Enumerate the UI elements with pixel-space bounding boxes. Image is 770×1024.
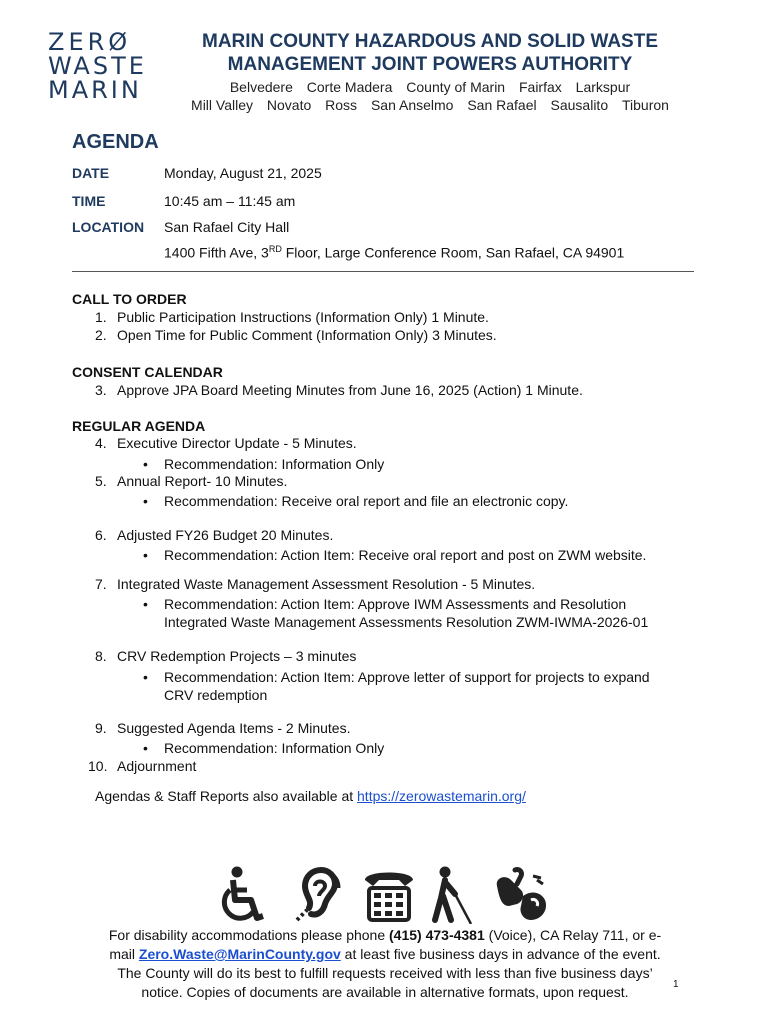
logo-line-marin: MARIN <box>48 76 142 104</box>
section-regular-agenda: REGULAR AGENDA <box>72 418 206 434</box>
time-value: 10:45 am – 11:45 am <box>164 193 296 209</box>
item-text: Adjournment <box>117 758 197 774</box>
notice-line-4: notice. Copies of documents are available in alternative formats, upon request. <box>141 984 629 1000</box>
member: Sausalito <box>550 97 609 113</box>
recommendation-text: Recommendation: Receive oral report and file an electronic copy. <box>164 493 569 509</box>
wheelchair-icon <box>217 866 267 924</box>
member: Belvedere <box>229 79 293 95</box>
accessibility-notice <box>60 926 710 1002</box>
member-jurisdictions <box>170 78 690 114</box>
agenda-item-2 <box>95 327 497 343</box>
agenda-item-8 <box>95 648 356 664</box>
notice-text: at least five business days in advance of the event. <box>340 946 661 962</box>
agenda-item-7 <box>95 576 535 592</box>
recommendation-text-cont: Integrated Waste Management Assessments Resolution ZWM-IWMA-2026-01 <box>164 614 649 630</box>
section-call-to-order: CALL TO ORDER <box>72 291 187 307</box>
agenda-heading: AGENDA <box>72 131 159 153</box>
divider <box>72 271 694 272</box>
logo-line-waste: WASTE <box>48 52 147 80</box>
notice-text: (Voice), CA Relay 711, or e- <box>484 927 662 943</box>
item-text: CRV Redemption Projects – 3 minutes <box>117 648 357 664</box>
recommendation-text: Recommendation: Action Item: Receive oral report and post on ZWM website. <box>164 547 647 563</box>
agenda-item-10 <box>88 758 196 774</box>
bullet: • <box>143 456 148 472</box>
notice-text: For disability accommodations please phone <box>108 927 390 943</box>
member: Mill Valley <box>191 97 254 113</box>
recommendation-text-cont: CRV redemption <box>164 687 268 703</box>
item-number: 8. <box>95 648 107 664</box>
address-end: Floor, Large Conference Room, San Rafael, CA 94901 <box>281 244 625 261</box>
member: Tiburon <box>622 97 669 113</box>
recommendation-5 <box>143 492 568 510</box>
recommendation-8 <box>143 668 650 704</box>
agenda-item-3 <box>95 382 583 398</box>
title-line-1: MARIN COUNTY HAZARDOUS AND SOLID WASTE <box>202 31 658 52</box>
item-number: 1. <box>95 309 107 325</box>
item-text: Annual Report- 10 Minutes. <box>117 473 288 489</box>
notice-line-3: The County will do its best to fulfill requests received with less than five business days’ <box>117 965 653 981</box>
recommendation-6 <box>143 546 646 564</box>
member: Corte Madera <box>306 79 393 95</box>
agenda-item-6 <box>95 527 333 543</box>
members-line-1 <box>170 78 690 96</box>
item-number: 2. <box>95 327 107 343</box>
recommendation-4 <box>143 455 384 473</box>
time-label: TIME <box>72 193 106 209</box>
address-start: 1400 Fifth Ave, 3 <box>164 244 269 261</box>
logo-line-zero: ZERØ <box>48 28 132 56</box>
member: Fairfax <box>518 79 562 95</box>
availability-note <box>95 788 526 804</box>
recommendation-text: Recommendation: Information Only <box>164 456 385 472</box>
agenda-item-9 <box>95 720 350 736</box>
recommendation-text: Recommendation: Information Only <box>164 740 385 756</box>
item-number: 4. <box>95 435 107 451</box>
address-ordinal: RD <box>268 244 282 254</box>
members-line-2 <box>170 96 690 114</box>
item-text: Executive Director Update - 5 Minutes. <box>117 435 357 451</box>
bullet: • <box>143 669 148 685</box>
title-line-2: MANAGEMENT JOINT POWERS AUTHORITY <box>227 54 633 75</box>
bullet: • <box>143 493 148 509</box>
organization-title <box>170 30 690 76</box>
notice-line-1 <box>60 926 710 945</box>
item-number: 10. <box>88 758 108 774</box>
item-text: Adjusted FY26 Budget 20 Minutes. <box>117 527 334 543</box>
item-number: 5. <box>95 473 107 489</box>
member: Novato <box>266 97 312 113</box>
member: County of Marin <box>406 79 506 95</box>
item-number: 9. <box>95 720 107 736</box>
page-number: 1 <box>673 979 679 990</box>
item-text: Public Participation Instructions (Information Only) 1 Minute. <box>117 309 489 325</box>
recommendation-text: Recommendation: Action Item: Approve letter of support for projects to expand <box>164 669 650 685</box>
member: San Anselmo <box>370 97 454 113</box>
item-text: Open Time for Public Comment (Information Only) 3 Minutes. <box>117 327 497 343</box>
agenda-item-4 <box>95 435 357 451</box>
email-link[interactable]: Zero.Waste@MarinCounty.gov <box>138 946 341 962</box>
blind-cane-icon <box>431 866 475 924</box>
member: Larkspur <box>575 79 631 95</box>
item-number: 6. <box>95 527 107 543</box>
item-text: Suggested Agenda Items - 2 Minutes. <box>117 720 351 736</box>
notice-line-2 <box>60 945 710 964</box>
phone-number: (415) 473-4381 <box>389 927 485 943</box>
item-number: 3. <box>95 382 107 398</box>
recommendation-9 <box>143 739 384 757</box>
agenda-item-1 <box>95 309 489 325</box>
hearing-assistance-icon <box>291 866 341 924</box>
sign-language-icon <box>491 866 551 924</box>
accessibility-icons <box>217 866 552 926</box>
bullet: • <box>143 740 148 756</box>
section-consent-calendar: CONSENT CALENDAR <box>72 364 223 380</box>
recommendation-7 <box>143 595 648 631</box>
agenda-item-5 <box>95 473 287 489</box>
date-label: DATE <box>72 165 110 181</box>
member: Ross <box>325 97 358 113</box>
tty-phone-icon <box>361 866 417 924</box>
location-label: LOCATION <box>72 219 145 235</box>
member: San Rafael <box>467 97 537 113</box>
recommendation-text: Recommendation: Action Item: Approve IWM Assessments and Resolution <box>164 596 627 612</box>
bullet: • <box>143 596 148 612</box>
bullet: • <box>143 547 148 563</box>
item-text: Integrated Waste Management Assessment Resolution - 5 Minutes. <box>117 576 536 592</box>
date-value: Monday, August 21, 2025 <box>164 165 322 181</box>
location-address <box>164 244 624 261</box>
notice-text: mail <box>109 946 139 962</box>
zero-waste-marin-logo <box>48 30 147 102</box>
item-number: 7. <box>95 576 107 592</box>
availability-text: Agendas & Staff Reports also available at <box>95 788 358 804</box>
website-link[interactable]: https://zerowastemarin.org/ <box>357 788 526 804</box>
location-value: San Rafael City Hall <box>164 219 290 235</box>
item-text: Approve JPA Board Meeting Minutes from June 16, 2025 (Action) 1 Minute. <box>117 382 583 398</box>
